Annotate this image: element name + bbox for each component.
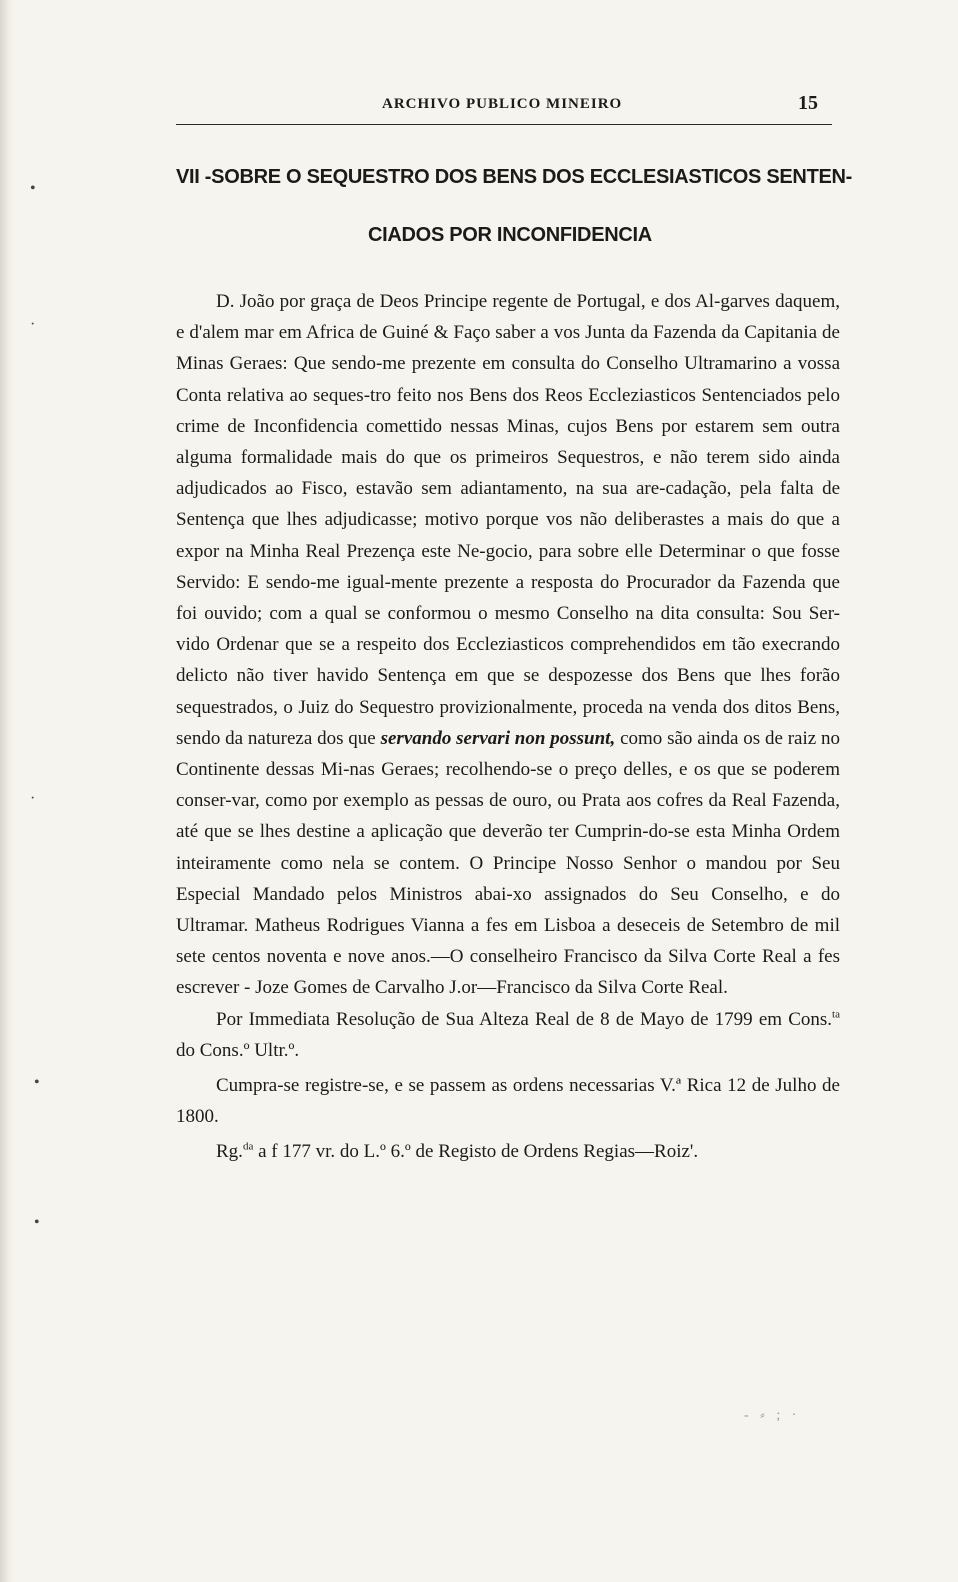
record-abbrev: Rg. [216, 1141, 243, 1163]
paragraph-resolution [176, 1004, 840, 1066]
running-header [176, 92, 832, 122]
page-edge-shadow [0, 0, 14, 1582]
document-body [176, 286, 840, 1168]
margin-mark: · [30, 790, 36, 807]
paragraph-royal-order [176, 286, 840, 1004]
header-rule [176, 124, 832, 125]
margin-mark: • [34, 1214, 40, 1231]
margin-mark: • [34, 1074, 40, 1091]
order-text-part-2: como são ainda os de raiz no Continente dessas Mi-nas Geraes; recolhendo-se o preço delles, e os que se poderem conser-var, como por exemplo as pessas de ouro, ou Prata aos cofres da Real Fazenda, até que se lhes destine a aplicação que deverão ter Cumprin-do-se esta Minha Ordem inteiramente como nela se contem. O Principe Nosso Senhor o mandou por Seu Especial Mandado pelos Ministros abai-xo assignados do Seu Conselho, e do Ultramar. Matheus Rodrigues Vianna a fes em Lisboa a deseceis de Setembro de mil sete centos noventa e nove anos.—O conselheiro Francisco da Silva Corte Real a fes escrever - Joze Gomes de Carvalho J.or—Francisco da Silva Corte Real. [176, 727, 841, 999]
margin-mark: • [30, 180, 36, 197]
scan-smudge: - ⸗ ; · [744, 1408, 801, 1423]
running-title: ARCHIVO PUBLICO MINEIRO [382, 96, 623, 112]
resolution-text-end: do Cons.º Ultr.º. [176, 1039, 300, 1061]
superscript-ta: ta [832, 1008, 840, 1021]
margin-mark: · [30, 316, 36, 333]
superscript-da: da [242, 1141, 254, 1154]
title-line-2: CIADOS POR INCONFIDENCIA [368, 224, 652, 246]
resolution-text: Por Immediata Resolução de Sua Alteza Real de 8 de Mayo de 1799 em Cons. [216, 1008, 833, 1030]
paragraph-record [176, 1136, 840, 1167]
title-line-1: VII -SOBRE O SEQUESTRO DOS BENS DOS ECCLESIASTICOS SENTEN- [176, 166, 853, 188]
paragraph-registration: Cumpra-se registre-se, e se passem as ordens necessarias V.ª Rica 12 de Julho de 1800. [176, 1075, 840, 1128]
page-number: 15 [798, 92, 818, 114]
record-text: a f 177 vr. do L.º 6.º de Registo de Ordens Regias—Roiz'. [253, 1141, 699, 1163]
latin-phrase: servando servari non possunt, [380, 727, 616, 749]
order-text-part-1: D. João por graça de Deos Principe regente de Portugal, e dos Al-garves daquem, e d'alem mar em Africa de Guiné & Faço saber a vos Junta da Fazenda da Capitania de Minas Geraes: Que sendo-me prezente em consulta do Conselho Ultramarino a vossa Conta relativa ao seques-tro feito nos Bens dos Reos Eccleziasticos Sentenciados pelo crime de Inconfidencia comettido nessas Minas, cujos Bens por estarem sem outra alguma formalidade mais do que os primeiros Sequestros, e não terem sido ainda adjudicados ao Fisco, estavão sem adiantamento, na sua are-cadação, pela falta de Sentença que lhes adjudicasse; motivo porque vos não deliberastes a mais do que a expor na Minha Real Prezença este Ne-gocio, para sobre elle Determinar o que fosse Servido: E sendo-me igual-mente prezente a resposta do Procurador da Fazenda que foi ouvido; com a qual se conformou o mesmo Conselho na dita consulta: Sou Ser-vido Ordenar que se a respeito dos Eccleziasticos comprehendidos em tão execrando delicto não tiver havido Sentença em que se despozesse dos Bens que lhes forão sequestrados, o Juiz do Sequestro provizionalmente, proceda na venda dos ditos Bens, sendo da natureza dos que [176, 291, 840, 749]
